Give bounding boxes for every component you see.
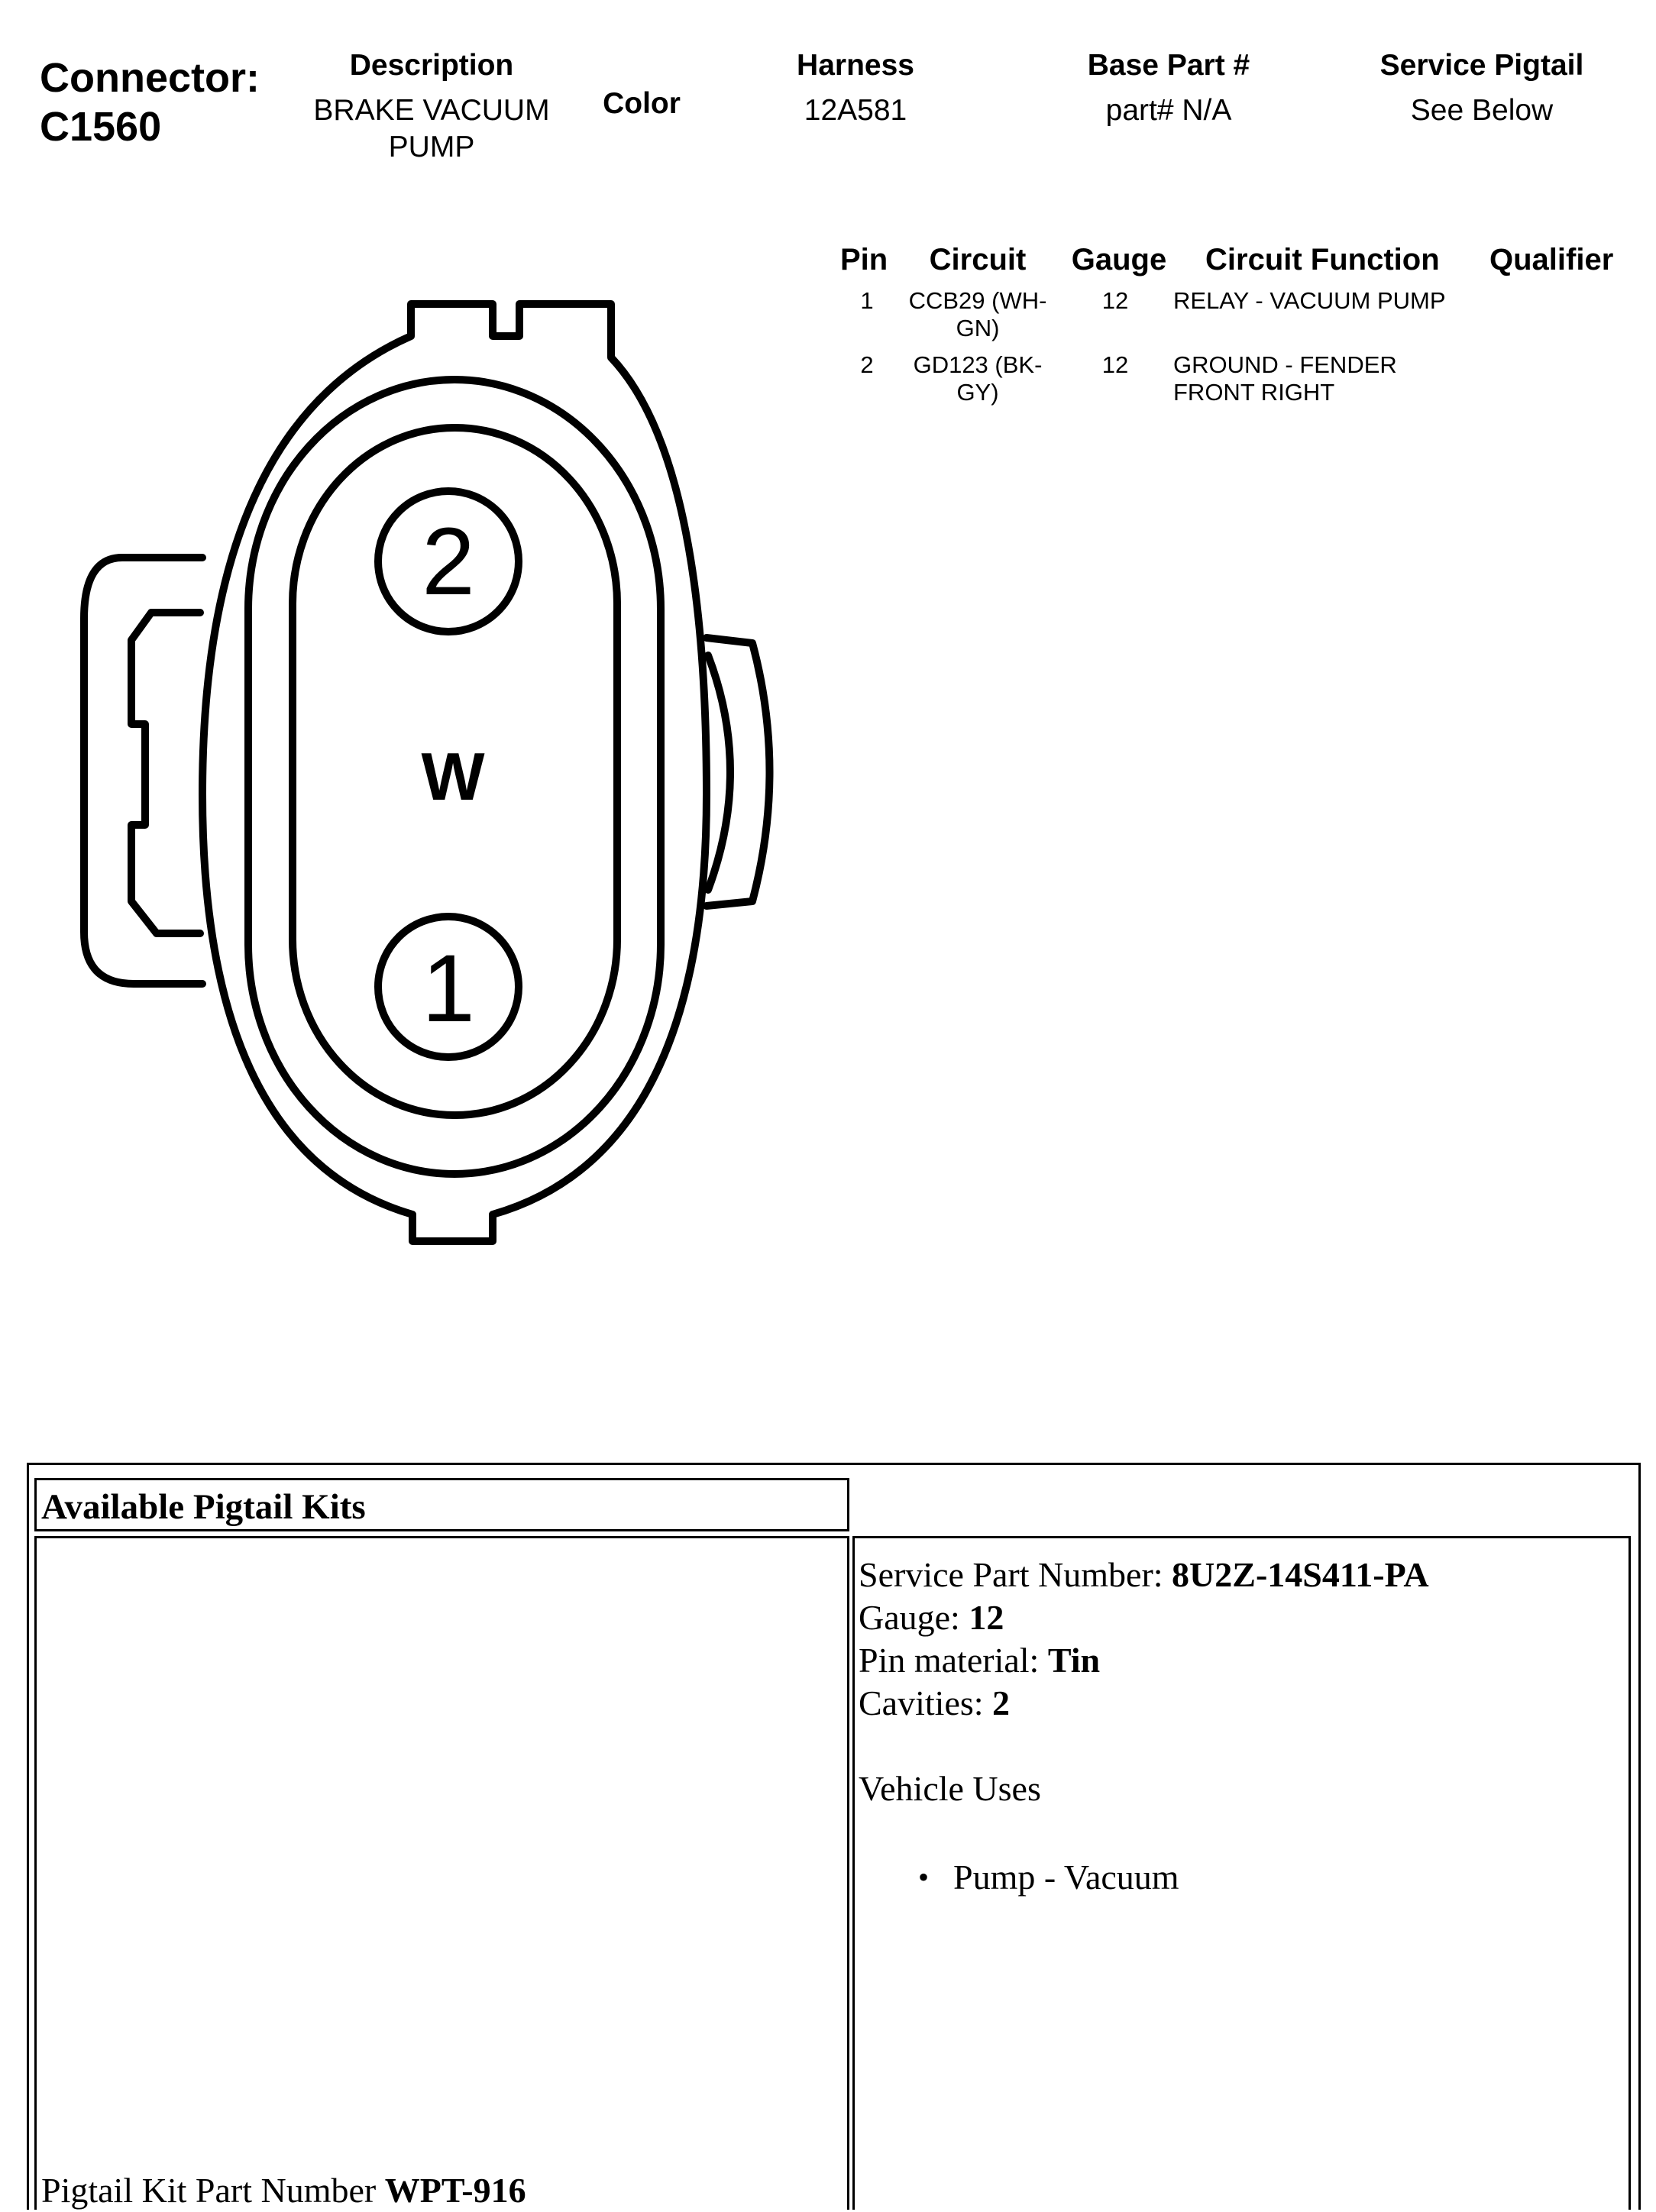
service-part-number-value: 8U2Z-14S411-PA: [1172, 1555, 1429, 1594]
gauge-col-header: Gauge: [1071, 243, 1167, 276]
row1-circuit-line1: CCB29 (WH-: [908, 287, 1047, 314]
vehicle-use-item: • Pump - Vacuum: [859, 1856, 1429, 1899]
vehicle-uses-heading: Vehicle Uses: [859, 1769, 1041, 1808]
cavities-line: [859, 1682, 1429, 1725]
circuit-col-header: Circuit: [929, 243, 1027, 276]
pigtail-kits-title-cell: [34, 1478, 849, 1531]
description-line2: PUMP: [388, 131, 475, 163]
pin-2-label: 2: [422, 509, 475, 615]
service-part-number-line: [859, 1554, 1429, 1596]
qualifier-col-header: Qualifier: [1489, 243, 1614, 276]
gauge-label: Gauge:: [859, 1598, 969, 1637]
pigtail-kit-part-number: [41, 2169, 526, 2212]
harness-header: Harness: [797, 49, 914, 82]
pin-material-value: Tin: [1047, 1641, 1101, 1680]
connector-label: Connector:: [40, 55, 260, 101]
service-part-number-label: Service Part Number:: [859, 1555, 1172, 1594]
description-header: Description: [349, 49, 514, 82]
row2-pin: 2: [860, 351, 874, 378]
vehicle-uses-list: [859, 1856, 1429, 1899]
left-latch-inner: [131, 613, 200, 933]
pigtail-details-cell: [852, 1536, 1631, 2210]
row1-pin: 1: [860, 287, 874, 314]
description-line1: BRAKE VACUUM: [313, 94, 550, 127]
cavities-value: 2: [992, 1683, 1011, 1722]
pin-1-label: 1: [422, 936, 475, 1042]
pigtail-details: [859, 1554, 1429, 1899]
row2-function-line1: GROUND - FENDER: [1173, 351, 1397, 378]
pigtail-kit-value: WPT-916: [384, 2171, 526, 2210]
base-part-header: Base Part #: [1087, 49, 1250, 82]
color-header: Color: [603, 87, 681, 120]
row2-gauge: 12: [1101, 351, 1129, 378]
service-pigtail-header: Service Pigtail: [1379, 49, 1584, 82]
pin-material-label: Pin material:: [859, 1641, 1048, 1680]
harness-value: 12A581: [804, 94, 907, 127]
pigtail-kit-label: Pigtail Kit Part Number: [41, 2171, 385, 2210]
row2-function-line2: FRONT RIGHT: [1173, 379, 1335, 406]
service-pigtail-value: See Below: [1410, 94, 1554, 127]
row2-circuit-line2: GY): [956, 379, 999, 406]
connector-face-diagram: [0, 0, 840, 1298]
base-part-value: part# N/A: [1105, 94, 1232, 127]
connector-id: C1560: [40, 104, 162, 150]
gauge-line: [859, 1596, 1429, 1639]
right-tab-inner: [708, 655, 730, 890]
gauge-value: 12: [969, 1598, 1004, 1637]
pin-col-header: Pin: [840, 243, 888, 276]
row1-gauge: 12: [1101, 287, 1129, 314]
row1-circuit-line2: GN): [956, 315, 1000, 341]
center-mark: W: [421, 739, 485, 814]
cavities-label: Cavities:: [859, 1683, 993, 1722]
row2-circuit-line1: GD123 (BK-: [913, 351, 1043, 378]
row1-function-line1: RELAY - VACUUM PUMP: [1173, 287, 1446, 314]
circuit-function-col-header: Circuit Function: [1205, 243, 1440, 276]
pin-material-line: [859, 1639, 1429, 1682]
pigtail-kit-image-cell: [34, 1536, 849, 2210]
pigtail-kits-title: Available Pigtail Kits: [41, 1487, 366, 1527]
